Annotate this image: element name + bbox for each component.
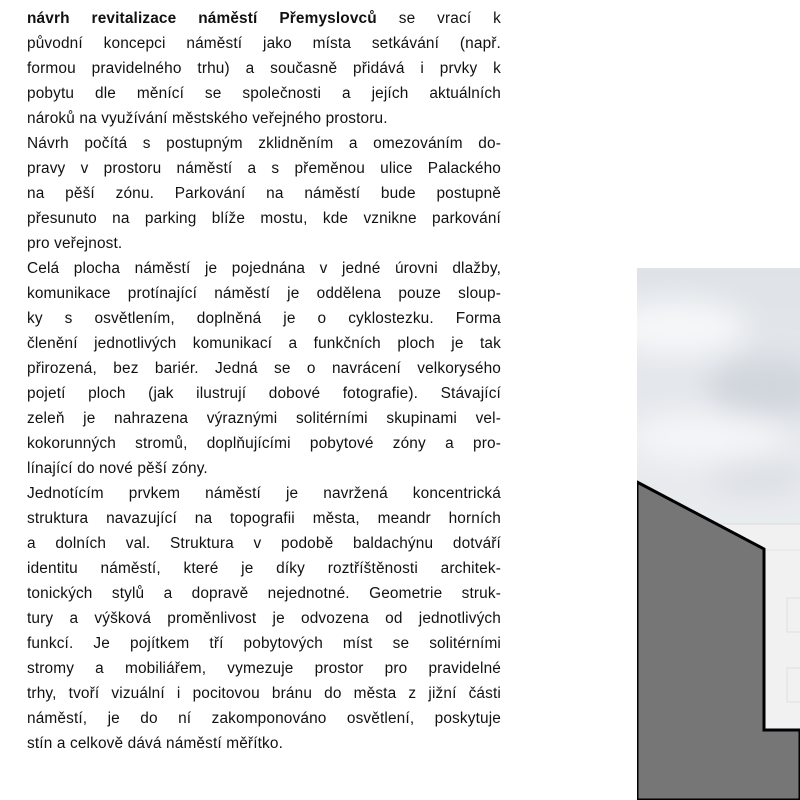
text-line [27, 206, 501, 231]
line-text: přirozená, bez bariér. Jedná se o navrácení velkorysého [27, 360, 501, 377]
text-line [27, 481, 501, 506]
line-text: funkcí. Je pojítkem tří pobytových míst se solitérními [27, 635, 501, 652]
line-text: tonických stylů a dopravě nejednotné. Geometrie struk- [27, 585, 501, 602]
bold-phrase: návrh revitalizace náměstí Přemyslovců [27, 10, 377, 27]
line-text: Návrh počítá s postupným zklidněním a omezováním do- [27, 135, 501, 152]
text-line [27, 381, 501, 406]
line-text: pobytu dle měnící se společnosti a jejích aktuálních [27, 85, 501, 102]
text-line [27, 581, 501, 606]
visualization-image [637, 268, 800, 800]
line-text: pro veřejnost. [27, 235, 123, 252]
line-text: se vrací k [376, 10, 502, 27]
line-text: původní koncepci náměstí jako místa setkávání (např. [27, 35, 501, 52]
text-line [27, 6, 501, 31]
text-line [27, 456, 501, 481]
line-text: stromy a mobiliářem, vymezuje prostor pro pravidelné [27, 660, 501, 677]
text-line [27, 556, 501, 581]
text-line [27, 31, 501, 56]
line-text: trhy, tvoří vizuální i pocitovou bránu do města z jižní části [27, 685, 501, 702]
line-text: tury a výšková proměnlivost je odvozena od jednotlivých [27, 610, 501, 627]
line-text: pojetí ploch (jak ilustrují dobové fotografie). Stávající [27, 385, 501, 402]
line-text: Celá plocha náměstí je pojednána v jedné úrovni dlažby, [27, 260, 501, 277]
text-line [27, 531, 501, 556]
line-text: na pěší zónu. Parkování na náměstí bude postupně [27, 185, 501, 202]
text-line [27, 306, 501, 331]
text-line [27, 681, 501, 706]
line-text: zeleň je nahrazena výraznými solitérními skupinami vel- [27, 410, 501, 427]
paragraph [27, 6, 501, 131]
line-text: formou pravidelného trhu) a současně přidává i prvky k [27, 60, 501, 77]
text-line [27, 431, 501, 456]
line-text: přesunuto na parking blíže mostu, kde vznikne parkování [27, 210, 501, 227]
text-line [27, 81, 501, 106]
line-text: náměstí, je do ní zakomponováno osvětlení, poskytuje [27, 710, 501, 727]
paragraph [27, 481, 501, 756]
paragraph [27, 131, 501, 256]
text-line [27, 281, 501, 306]
text-line [27, 231, 501, 256]
line-text: nároků na využívání městského veřejného prostoru. [27, 110, 388, 127]
line-text: stín a celkově dává náměstí měřítko. [27, 735, 284, 752]
text-line [27, 106, 501, 131]
line-text: struktura navazující na topografii města, meandr horních [27, 510, 501, 527]
text-line [27, 706, 501, 731]
text-line [27, 506, 501, 531]
text-line [27, 331, 501, 356]
line-text: identitu náměstí, které je díky roztříštěnosti architek- [27, 560, 501, 577]
text-line [27, 356, 501, 381]
line-text: pravy v prostoru náměstí a s přeměnou ulice Palackého [27, 160, 501, 177]
text-line [27, 156, 501, 181]
paragraph [27, 256, 501, 481]
line-text: línající do nové pěší zóny. [27, 460, 208, 477]
article-text [27, 6, 501, 756]
line-text: členění jednotlivých komunikací a funkčních ploch je tak [27, 335, 501, 352]
text-line [27, 606, 501, 631]
visualization-svg [637, 268, 800, 800]
text-line [27, 256, 501, 281]
text-line [27, 131, 501, 156]
line-text: Jednotícím prvkem náměstí je navržená koncentrická [27, 485, 501, 502]
text-line [27, 56, 501, 81]
line-text: komunikace protínající náměstí je oddělena pouze sloup- [27, 285, 501, 302]
line-text: a dolních val. Struktura v podobě baldachýnu dotváří [27, 535, 501, 552]
line-text: ky s osvětlením, doplněná je o cyklostezku. Forma [27, 310, 501, 327]
line-text: kokorunných stromů, doplňujícími pobytové zóny a pro- [27, 435, 501, 452]
text-line [27, 631, 501, 656]
text-line [27, 181, 501, 206]
text-line [27, 656, 501, 681]
text-line [27, 731, 501, 756]
text-line [27, 406, 501, 431]
